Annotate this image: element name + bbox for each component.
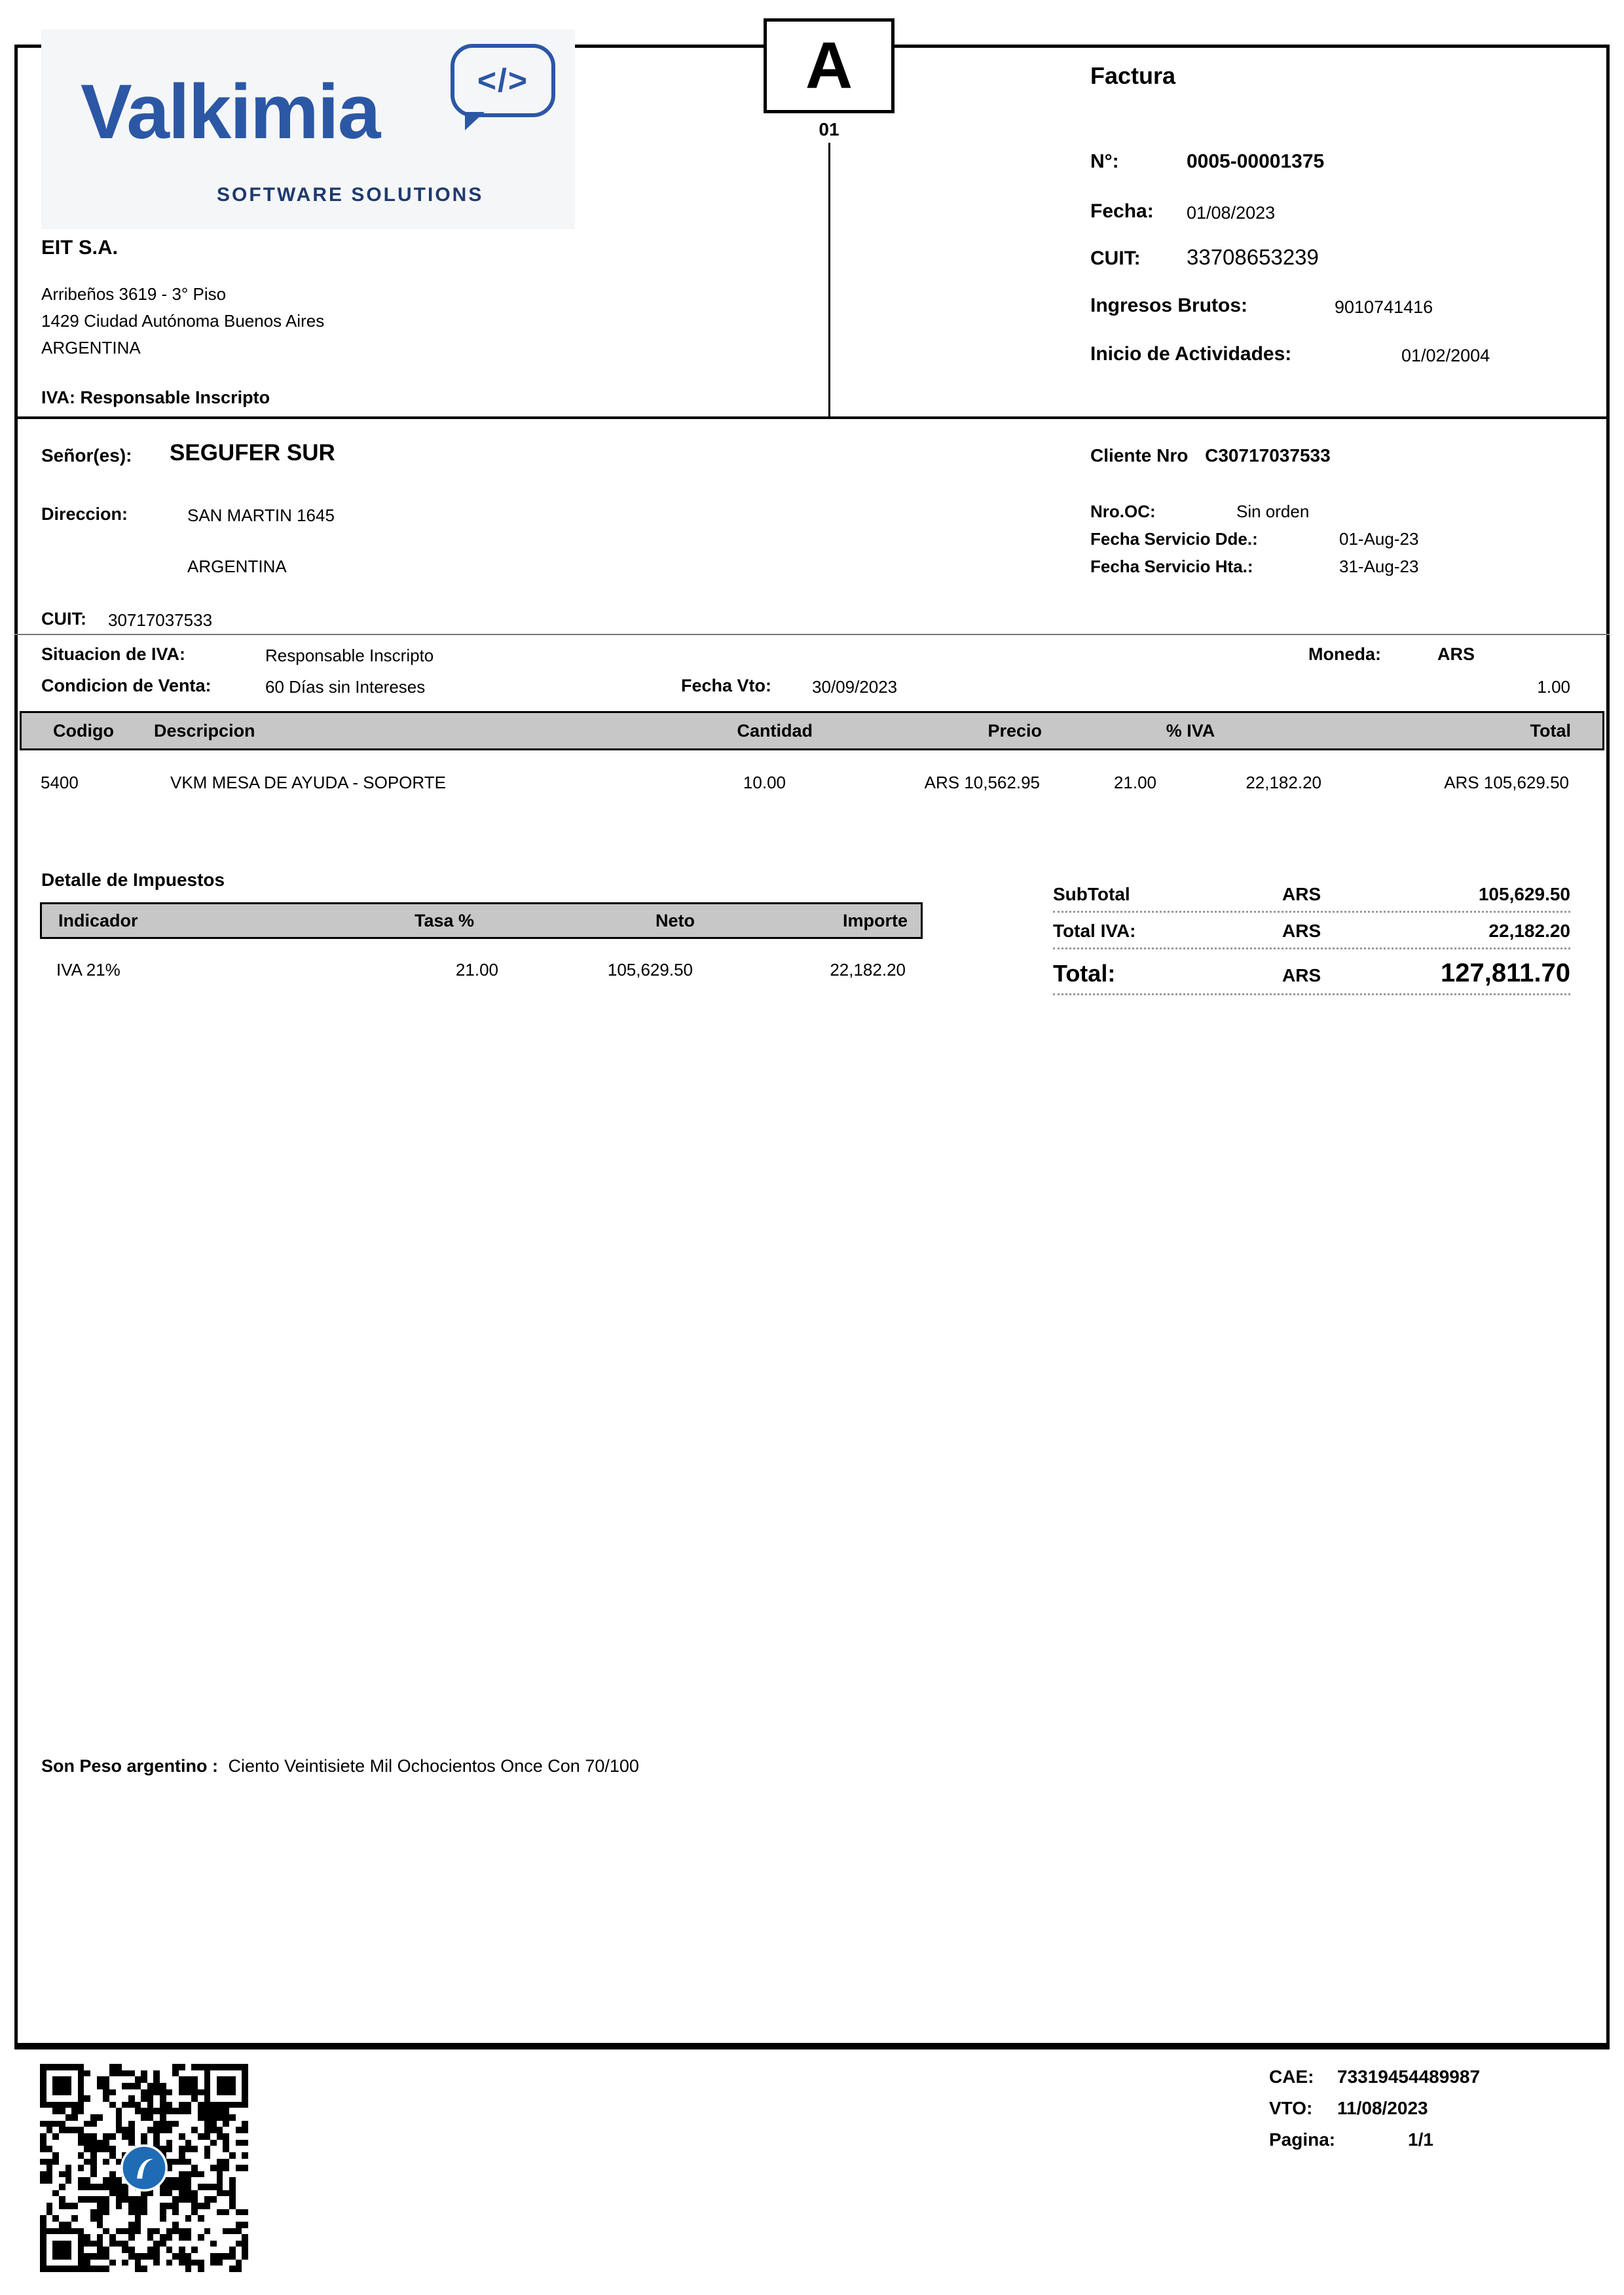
item-cantidad: 10.00	[743, 773, 786, 792]
inicio-actividades-label: Inicio de Actividades:	[1090, 343, 1292, 365]
items-header-iva: % IVA	[1166, 720, 1215, 741]
invoice-type-box	[764, 18, 895, 113]
tax-indicador: IVA 21%	[56, 960, 120, 980]
ingresos-brutos-value: 9010741416	[1335, 297, 1433, 317]
total-iva-label: Total IVA:	[1053, 921, 1136, 941]
seller-cuit-value: 33708653239	[1187, 245, 1319, 269]
doc-title: Factura	[1090, 62, 1176, 89]
invoice-type-code: 01	[819, 119, 840, 139]
customer-label: Señor(es):	[41, 445, 132, 466]
item-total: ARS 105,629.50	[1444, 773, 1569, 792]
seller-address-line2: 1429 Ciudad Autónoma Buenos Aires	[41, 311, 325, 331]
divider	[1053, 947, 1570, 949]
customer-divider	[14, 634, 1610, 635]
fecha-servicio-dde-value: 01-Aug-23	[1339, 529, 1419, 549]
amount-in-words-value: Ciento Veintisiete Mil Ochocientos Once Con 70/100	[228, 1756, 639, 1776]
total-iva-currency: ARS	[1282, 921, 1321, 941]
amount-in-words	[41, 1756, 639, 1776]
seller-address-line3: ARGENTINA	[41, 338, 141, 358]
subtotal-label: SubTotal	[1053, 884, 1130, 904]
fecha-servicio-hta-label: Fecha Servicio Hta.:	[1090, 557, 1253, 576]
fecha-vto-value: 30/09/2023	[812, 677, 898, 697]
pagina-value: 1/1	[1408, 2129, 1433, 2150]
seller-cuit-label: CUIT:	[1090, 248, 1141, 269]
condicion-venta-value: 60 Días sin Intereses	[265, 677, 426, 697]
inicio-actividades-value: 01/02/2004	[1401, 346, 1490, 365]
condicion-venta-label: Condicion de Venta:	[41, 676, 212, 695]
invoice-date-label: Fecha:	[1090, 200, 1154, 222]
item-iva-rate: 21.00	[1113, 773, 1156, 792]
seller-address-line1: Arribeños 3619 - 3° Piso	[41, 284, 227, 304]
header-vertical-divider	[828, 143, 830, 416]
tax-table-header	[40, 902, 923, 939]
total-iva-row	[1053, 921, 1570, 942]
items-header-descripcion: Descripcion	[154, 720, 255, 741]
moneda-label: Moneda:	[1308, 644, 1381, 664]
divider	[1053, 993, 1570, 995]
cliente-nro	[1090, 445, 1331, 466]
invoice-type-letter: A	[805, 29, 853, 102]
item-descripcion: VKM MESA DE AYUDA - SOPORTE	[170, 773, 446, 792]
customer-cuit-label: CUIT:	[41, 609, 86, 629]
customer-address-value: SAN MARTIN 1645	[187, 505, 335, 525]
moneda-value: ARS	[1437, 644, 1475, 664]
seller-iva-condition: IVA: Responsable Inscripto	[41, 388, 270, 407]
fecha-vto-label: Fecha Vto:	[681, 676, 772, 695]
tax-detail-title: Detalle de Impuestos	[41, 870, 225, 890]
totals-section	[1053, 884, 1570, 995]
cliente-nro-label: Cliente Nro	[1090, 445, 1189, 466]
tax-header-tasa: Tasa %	[414, 910, 474, 930]
exchange-rate-value: 1.00	[1537, 677, 1570, 697]
items-header-cantidad: Cantidad	[737, 720, 813, 741]
afip-logo-icon	[40, 2064, 248, 2272]
situacion-iva-value: Responsable Inscripto	[265, 646, 434, 665]
tax-header-importe: Importe	[842, 910, 908, 930]
customer-name: SEGUFER SUR	[170, 440, 335, 466]
invoice-number-label: N°:	[1090, 151, 1119, 172]
tax-row	[40, 960, 923, 980]
cae-label: CAE:	[1269, 2066, 1314, 2087]
fecha-servicio-dde-label: Fecha Servicio Dde.:	[1090, 529, 1258, 549]
items-table-header	[20, 711, 1604, 750]
customer-country: ARGENTINA	[187, 557, 287, 576]
total-label: Total:	[1053, 960, 1116, 987]
situacion-iva-label: Situacion de IVA:	[41, 644, 186, 664]
items-header-total: Total	[1530, 720, 1571, 741]
divider	[1053, 911, 1570, 913]
tax-header-neto: Neto	[655, 910, 695, 930]
tax-importe: 22,182.20	[830, 960, 906, 980]
tax-tasa: 21.00	[455, 960, 498, 980]
ingresos-brutos-label: Ingresos Brutos:	[1090, 295, 1248, 316]
item-row	[20, 773, 1604, 793]
vto-value: 11/08/2023	[1337, 2098, 1428, 2118]
brand-tagline: SOFTWARE SOLUTIONS	[217, 184, 484, 206]
total-row	[1053, 959, 1570, 988]
total-currency: ARS	[1282, 965, 1321, 985]
pagina-label: Pagina:	[1269, 2129, 1336, 2150]
invoice-border-frame	[14, 45, 1610, 2049]
fecha-servicio-hta-value: 31-Aug-23	[1339, 557, 1419, 576]
subtotal-row	[1053, 884, 1570, 905]
code-glyph: </>	[477, 62, 529, 99]
customer-cuit-value: 30717037533	[108, 610, 213, 630]
total-iva-value: 22,182.20	[1488, 921, 1570, 941]
brand-name: Valkimia	[81, 69, 380, 155]
company-logo	[41, 29, 575, 229]
header-divider	[14, 416, 1610, 419]
items-header-codigo: Codigo	[53, 720, 114, 741]
qr-code	[40, 2064, 248, 2272]
subtotal-currency: ARS	[1282, 884, 1321, 904]
total-value: 127,811.70	[1441, 959, 1570, 987]
seller-name: EIT S.A.	[41, 236, 119, 259]
item-precio: ARS 10,562.95	[924, 773, 1040, 792]
item-iva-amount: 22,182.20	[1246, 773, 1321, 792]
invoice-number-value: 0005-00001375	[1187, 151, 1325, 172]
cliente-nro-value: C30717037533	[1205, 445, 1331, 466]
code-bubble-icon	[451, 44, 555, 117]
items-header-precio: Precio	[987, 720, 1042, 741]
nro-oc-value: Sin orden	[1236, 502, 1310, 521]
subtotal-value: 105,629.50	[1478, 884, 1570, 904]
cae-value: 73319454489987	[1337, 2066, 1481, 2087]
nro-oc-label: Nro.OC:	[1090, 502, 1156, 521]
customer-address-label: Direccion:	[41, 504, 128, 524]
tax-neto: 105,629.50	[607, 960, 693, 980]
tax-header-indicador: Indicador	[58, 910, 138, 930]
amount-in-words-label: Son Peso argentino :	[41, 1756, 219, 1776]
item-codigo: 5400	[41, 773, 79, 792]
invoice-date-value: 01/08/2023	[1187, 203, 1276, 223]
vto-label: VTO:	[1269, 2098, 1313, 2118]
